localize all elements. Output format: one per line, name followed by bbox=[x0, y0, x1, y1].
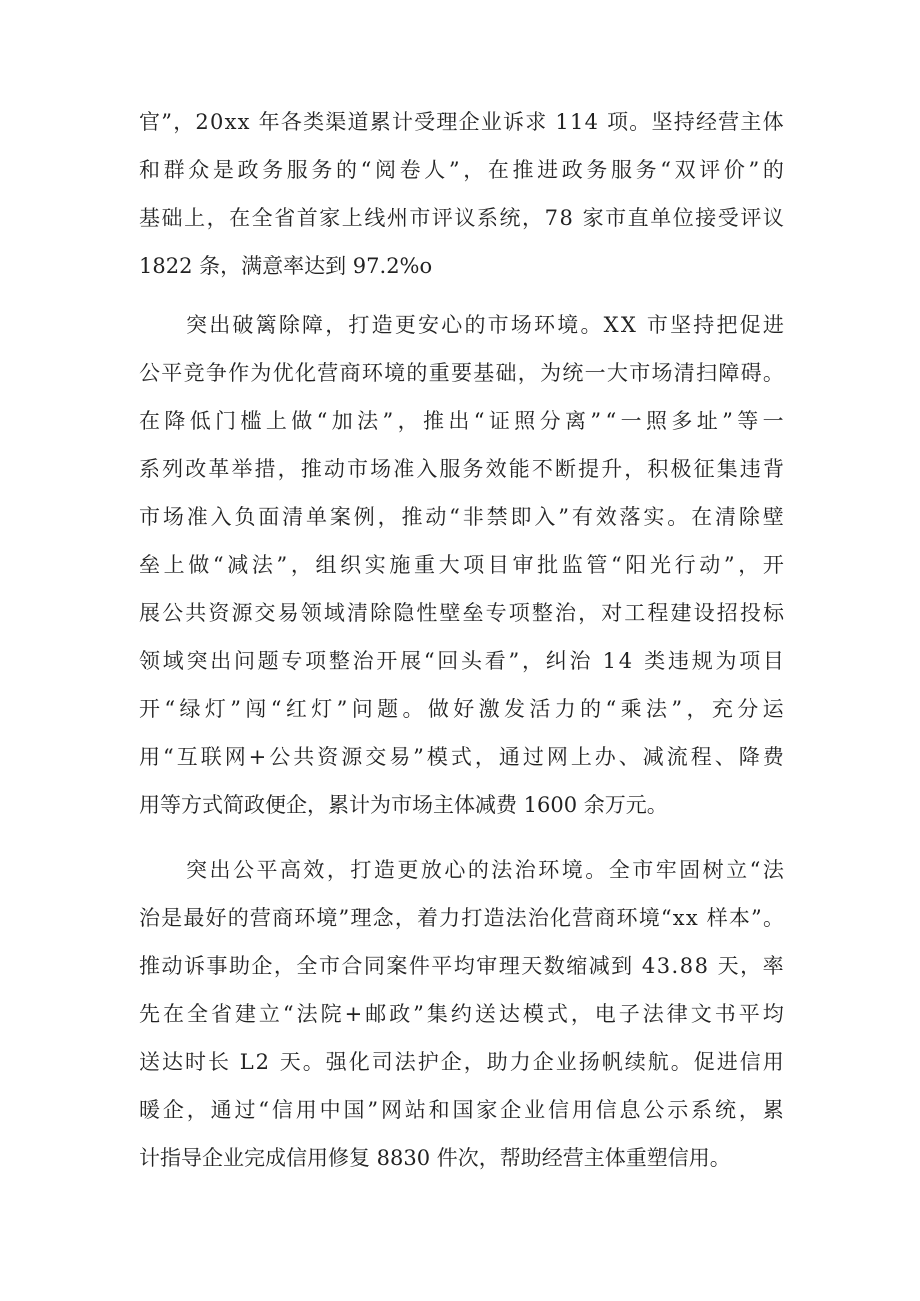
paragraph-2-line-7: 展 公 共 资 源 交 易 领 域 清 除 隐 性 壁 垒 专 项 整 治 ， 对 工 程 建 设 招 投 标 bbox=[139, 601, 784, 625]
paragraph-1-line-1: 官 ” ， 2 0 x x 年 各 类 渠 道 累 计 受 理 企 业 诉 求 1 1 4 项 。 坚 持 经 营 主 体 bbox=[139, 110, 784, 134]
paragraph-2-line-9: 开 “ 绿 灯 ” 闯 “ 红 灯 ” 问 题 。 做 好 激 发 活 力 的 “ 乘 法 ” ， 充 分 运 bbox=[139, 697, 784, 721]
paragraph-1-line-4: 1822 条，满意率达到 97.2%o bbox=[139, 254, 433, 278]
paragraph-2-line-1: 突 出 破 篱 除 障 ， 打 造 更 安 心 的 市 场 环 境 。 X X 市 坚 持 把 促 进 bbox=[186, 313, 784, 337]
paragraph-3-line-5: 送 达 时 长 L 2 天 。 强 化 司 法 护 企 ， 助 力 企 业 扬 帆 续 航 。 促 进 信 用 bbox=[139, 1050, 784, 1074]
paragraph-2-line-6: 垒 上 做 “ 减 法 ” ， 组 织 实 施 重 大 项 目 审 批 监 管 “ 阳 光 行 动 ” ， 开 bbox=[139, 553, 784, 577]
paragraph-3-line-6: 暖 企 ， 通 过 “ 信 用 中 国 ” 网 站 和 国 家 企 业 信 用 信 息 公 示 系 统 ， 累 bbox=[139, 1098, 784, 1122]
paragraph-2-line-11: 用等方式简政便企，累计为市场主体减费 1600 余万元。 bbox=[139, 793, 668, 817]
paragraph-2-line-5: 市 场 准 入 负 面 清 单 案 例 ， 推 动 “ 非 禁 即 入 ” 有 效 落 实 。 在 清 除 壁 bbox=[139, 505, 784, 529]
paragraph-2-line-3: 在 降 低 门 槛 上 做 “ 加 法 ” ， 推 出 “ 证 照 分 离 ” “ 一 照 多 址 ” 等 一 bbox=[139, 409, 784, 433]
paragraph-2-line-8: 领 域 突 出 问 题 专 项 整 治 开 展 “ 回 头 看 ” ， 纠 治 1 4 类 违 规 为 项 目 bbox=[139, 649, 784, 673]
paragraph-3-line-4: 先 在 全 省 建 立 “ 法 院 + 邮 政 ” 集 约 送 达 模 式 ， 电 子 法 律 文 书 平 均 bbox=[139, 1002, 784, 1026]
paragraph-3-line-7: 计指导企业完成信用修复 8830 件次，帮助经营主体重塑信用。 bbox=[139, 1146, 731, 1170]
paragraph-2-line-2: 公 平 竞 争 作 为 优 化 营 商 环 境 的 重 要 基 础 ， 为 统 一 大 市 场 清 扫 障 碍 。 bbox=[139, 361, 784, 385]
paragraph-1-line-3: 基 础 上 ， 在 全 省 首 家 上 线 州 市 评 议 系 统 ， 7 8 家 市 直 单 位 接 受 评 议 bbox=[139, 206, 784, 230]
paragraph-2-line-4: 系 列 改 革 举 措 ， 推 动 市 场 准 入 服 务 效 能 不 断 提 升 ， 积 极 征 集 违 背 bbox=[139, 457, 784, 481]
paragraph-3-line-1: 突 出 公 平 高 效 ， 打 造 更 放 心 的 法 治 环 境 。 全 市 牢 固 树 立 “ 法 bbox=[186, 858, 784, 882]
paragraph-3-line-3: 推 动 诉 事 助 企 ， 全 市 合 同 案 件 平 均 审 理 天 数 缩 减 到 4 3 . 8 8 天 ， 率 bbox=[139, 954, 784, 978]
paragraph-2-line-10: 用 “ 互 联 网 + 公 共 资 源 交 易 ” 模 式 ， 通 过 网 上 办 、 减 流 程 、 降 费 bbox=[139, 745, 784, 769]
paragraph-1-line-2: 和 群 众 是 政 务 服 务 的 “ 阅 卷 人 ” ， 在 推 进 政 务 服 务 “ 双 评 价 ” 的 bbox=[139, 158, 784, 182]
paragraph-3-line-2: 治 是 最 好 的 营 商 环 境 ” 理 念 ， 着 力 打 造 法 治 化 营 商 环 境 “ x x 样 本 ” 。 bbox=[139, 906, 784, 930]
